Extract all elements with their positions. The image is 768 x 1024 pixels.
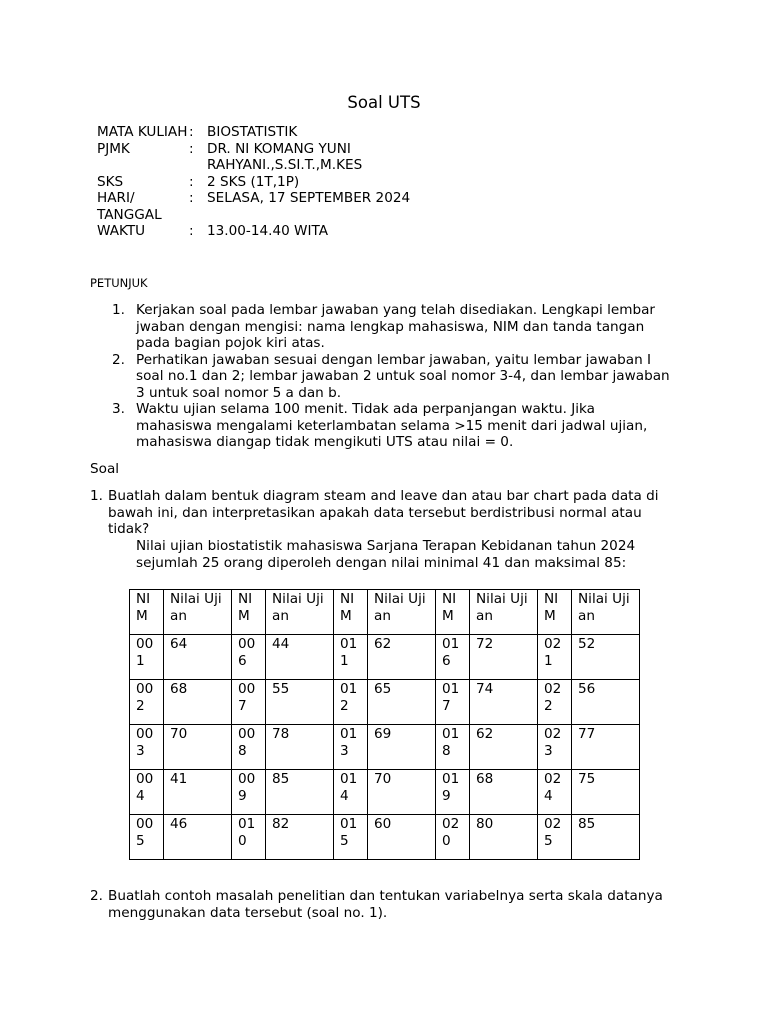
table-cell: 001 — [130, 635, 164, 680]
meta-row-date — [97, 190, 433, 223]
table-row — [130, 635, 640, 680]
table-cell: 72 — [470, 635, 538, 680]
table-cell: 85 — [572, 815, 640, 860]
table-cell: 78 — [266, 725, 334, 770]
table-cell: 68 — [164, 680, 232, 725]
table-row — [130, 815, 640, 860]
table-header: NIM — [538, 590, 572, 635]
question-number: 1. — [90, 488, 103, 504]
table-header: Nilai Ujian — [164, 590, 232, 635]
meta-row-pjmk — [97, 141, 433, 174]
table-cell: 014 — [334, 770, 368, 815]
instruction-number: 1. — [112, 302, 125, 318]
instruction-number: 3. — [112, 401, 125, 417]
table-cell: 56 — [572, 680, 640, 725]
question-1 — [90, 488, 680, 538]
meta-key: SKS — [97, 173, 124, 190]
table-cell: 70 — [164, 725, 232, 770]
instruction-text: Kerjakan soal pada lembar jawaban yang telah disediakan. Lengkapi lembar jwaban dengan mengisi: nama lengkap mahasiswa, NIM dan tanda tangan pada bagian pojok kiri atas. — [136, 302, 656, 351]
table-cell: 75 — [572, 770, 640, 815]
table-cell: 020 — [436, 815, 470, 860]
table-cell: 85 — [266, 770, 334, 815]
table-cell: 82 — [266, 815, 334, 860]
table-cell: 010 — [232, 815, 266, 860]
meta-value: BIOSTATISTIK — [207, 124, 298, 140]
instruction-number: 2. — [112, 351, 125, 368]
instruction-text: Waktu ujian selama 100 menit. Tidak ada perpanjangan waktu. Jika mahasiswa mengalami keterlambatan selama >15 menit dari jadwal ujian, mahasiswa diangap tidak mengikuti UTS atau nilai = 0. — [136, 401, 648, 450]
table-cell: 002 — [130, 680, 164, 725]
table-cell: 022 — [538, 680, 572, 725]
instruction-item — [112, 401, 672, 451]
table-cell: 019 — [436, 770, 470, 815]
table-cell: 004 — [130, 770, 164, 815]
table-cell: 60 — [368, 815, 436, 860]
table-cell: 018 — [436, 725, 470, 770]
table-header: NIM — [232, 590, 266, 635]
question-text: Buatlah contoh masalah penelitian dan tentukan variabelnya serta skala datanya menggunakan data tersebut (soal no. 1). — [108, 888, 663, 921]
table-row — [130, 725, 640, 770]
table-cell: 017 — [436, 680, 470, 725]
meta-value: SELASA, 17 SEPTEMBER 2024 — [207, 190, 411, 206]
meta-colon: : — [189, 190, 194, 206]
table-cell: 007 — [232, 680, 266, 725]
table-cell: 52 — [572, 635, 640, 680]
instruction-text: Perhatikan jawaban sesuai dengan lembar jawaban, yaitu lembar jawaban I soal no.1 dan 2; lembar jawaban 2 untuk soal nomor 3-4, dan lembar jawaban 3 untuk soal nomor 5 a dan b. — [136, 351, 670, 401]
questions-heading: Soal — [90, 461, 120, 477]
table-cell: 68 — [470, 770, 538, 815]
table-header-row — [130, 590, 640, 635]
table-cell: 013 — [334, 725, 368, 770]
meta-colon: : — [189, 223, 194, 239]
meta-colon: : — [189, 140, 194, 157]
table-cell: 41 — [164, 770, 232, 815]
table-cell: 006 — [232, 635, 266, 680]
meta-colon: : — [189, 124, 194, 140]
question-2 — [90, 888, 680, 921]
table-cell: 44 — [266, 635, 334, 680]
table-row — [130, 770, 640, 815]
table-cell: 009 — [232, 770, 266, 815]
table-cell: 023 — [538, 725, 572, 770]
question-text: Buatlah dalam bentuk diagram steam and leave dan atau bar chart pada data di bawah ini, dan interpretasikan apakah data tersebut berdistribusi normal atau tidak? — [108, 488, 659, 537]
question-number: 2. — [90, 888, 103, 904]
table-cell: 012 — [334, 680, 368, 725]
table-cell: 011 — [334, 635, 368, 680]
table-header: Nilai Ujian — [266, 590, 334, 635]
table-cell: 62 — [470, 725, 538, 770]
instructions-list — [112, 302, 672, 451]
meta-row-sks — [97, 174, 433, 191]
instruction-item — [112, 352, 672, 402]
table-header: NIM — [334, 590, 368, 635]
table-cell: 55 — [266, 680, 334, 725]
table-cell: 015 — [334, 815, 368, 860]
meta-row-time — [97, 223, 433, 240]
table-cell: 46 — [164, 815, 232, 860]
table-header: Nilai Ujian — [368, 590, 436, 635]
table-cell: 65 — [368, 680, 436, 725]
table-cell: 008 — [232, 725, 266, 770]
table-cell: 69 — [368, 725, 436, 770]
table-cell: 62 — [368, 635, 436, 680]
instruction-item — [112, 302, 672, 352]
table-cell: 005 — [130, 815, 164, 860]
exam-score-table — [129, 589, 640, 860]
table-header: Nilai Ujian — [572, 590, 640, 635]
table-cell: 003 — [130, 725, 164, 770]
table-row — [130, 680, 640, 725]
table-cell: 77 — [572, 725, 640, 770]
table-cell: 64 — [164, 635, 232, 680]
table-cell: 74 — [470, 680, 538, 725]
table-cell: 016 — [436, 635, 470, 680]
meta-value: DR. NI KOMANG YUNI RAHYANI.,S.SI.T.,M.KES — [207, 140, 363, 173]
meta-key: PJMK — [97, 140, 130, 157]
table-cell: 025 — [538, 815, 572, 860]
course-info — [97, 124, 433, 240]
table-cell: 021 — [538, 635, 572, 680]
table-header: Nilai Ujian — [470, 590, 538, 635]
meta-key: WAKTU — [97, 223, 146, 239]
question-1-description: Nilai ujian biostatistik mahasiswa Sarjana Terapan Kebidanan tahun 2024 sejumlah 25 orang diperoleh dengan nilai minimal 41 dan maksimal 85: — [136, 538, 636, 571]
meta-colon: : — [189, 173, 194, 190]
instructions-heading: PETUNJUK — [90, 276, 148, 290]
meta-key: HARI/ TANGGAL — [97, 190, 162, 223]
page-title: Soal UTS — [347, 93, 421, 112]
table-header: NIM — [130, 590, 164, 635]
table-cell: 70 — [368, 770, 436, 815]
meta-value: 2 SKS (1T,1P) — [207, 173, 300, 190]
table-cell: 024 — [538, 770, 572, 815]
table-header: NIM — [436, 590, 470, 635]
meta-row-course — [97, 124, 433, 141]
meta-key: MATA KULIAH — [97, 124, 188, 140]
meta-value: 13.00-14.40 WITA — [207, 223, 329, 239]
table-cell: 80 — [470, 815, 538, 860]
